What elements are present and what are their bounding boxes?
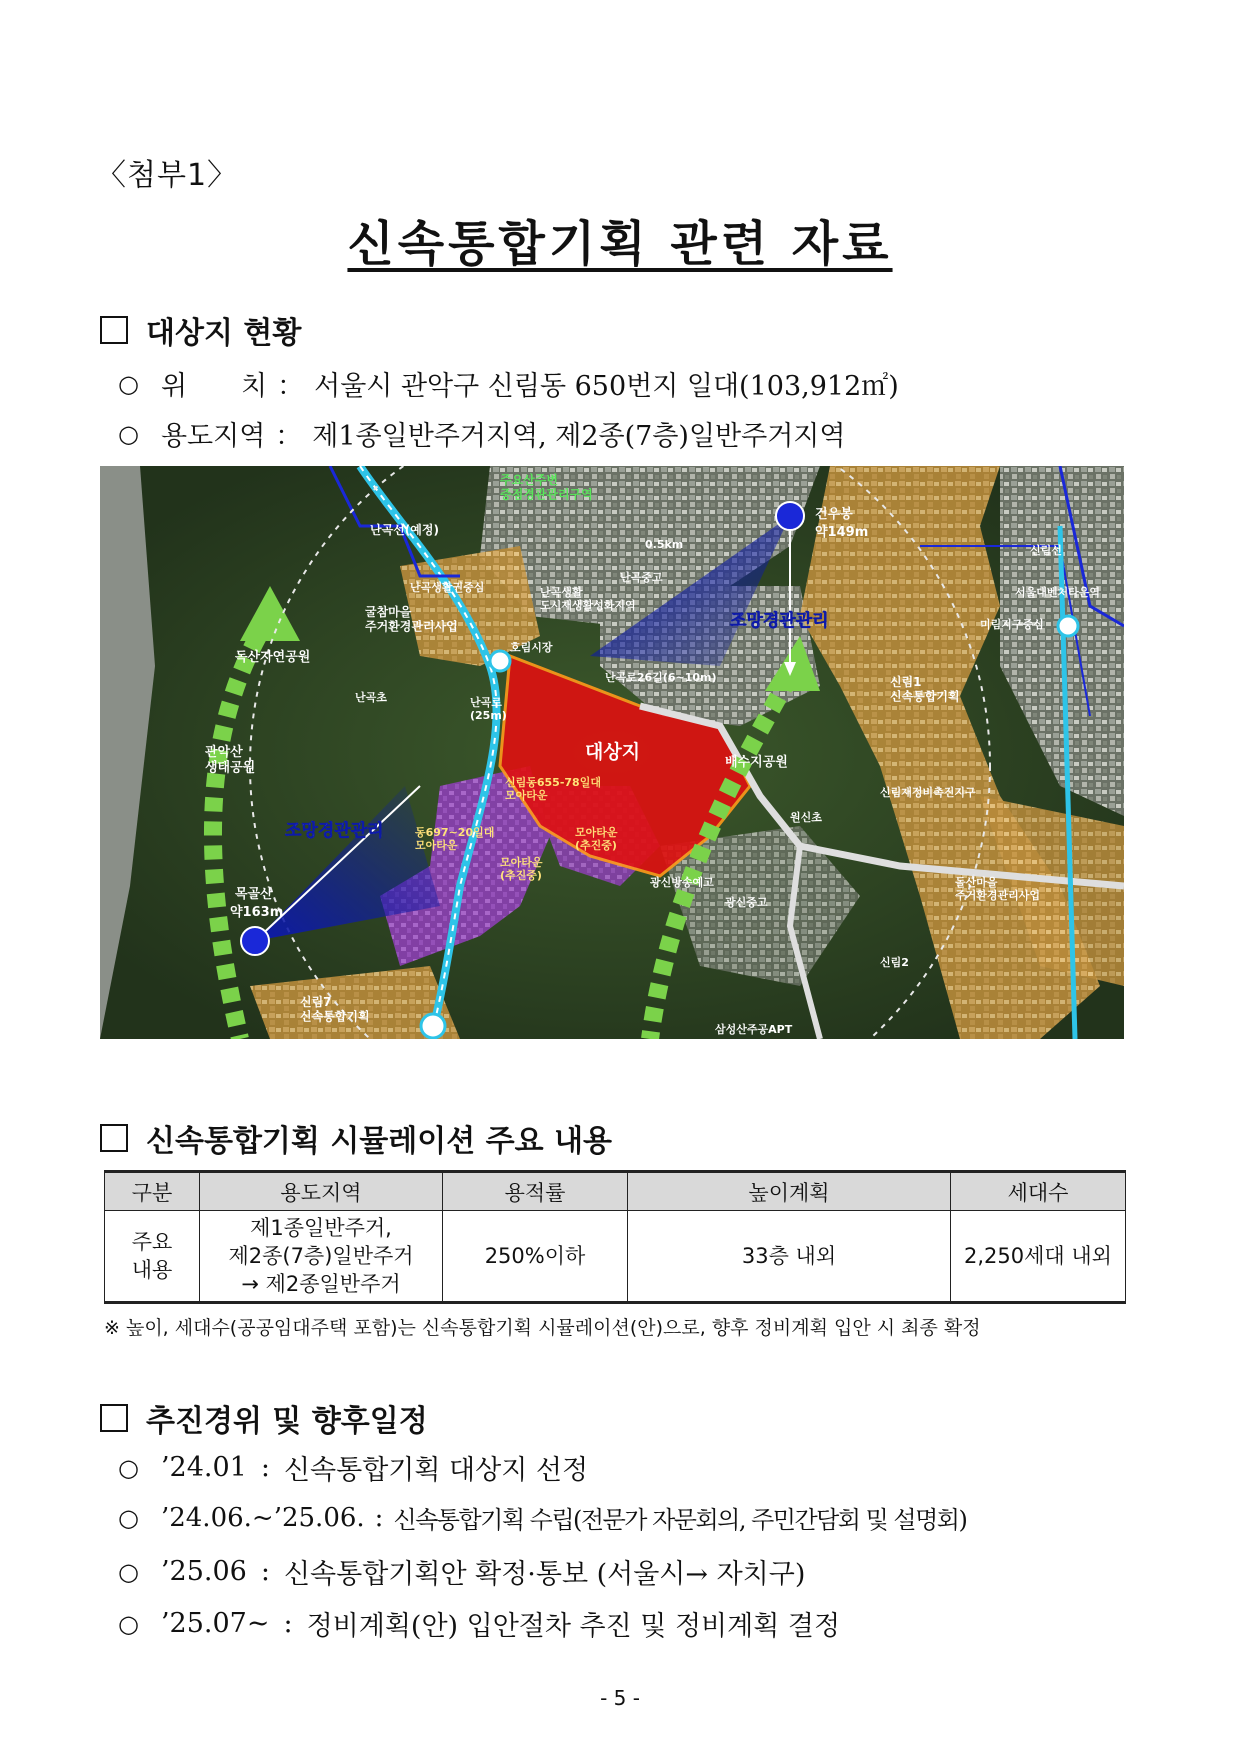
map-label-doksan: 독산자연공원 (235, 650, 311, 665)
site-map (100, 466, 1124, 1039)
page-title (0, 205, 1240, 274)
schedule-date: ’25.07~ (160, 1608, 270, 1639)
table-header-cell: 용도지역 (200, 1172, 443, 1211)
map-label-gwanaksan: 관악산 생태공원 (205, 745, 256, 776)
table-cell-zone: 제1종일반주거, 제2종(7층)일반주거 → 제2종일반주거 (200, 1211, 443, 1303)
map-label-nangok-center: 난곡생활권중심 (410, 581, 485, 594)
map-label-target: 대상지 (585, 741, 641, 763)
map-label-nangok-road: 난곡로26길(6~10m) (605, 671, 717, 684)
section-heading-text: 추진경위 및 향후일정 (146, 1404, 428, 1439)
map-label-moa1: 신림동655-78일대 모아타운 (505, 776, 601, 803)
bullet-circle-icon: ○ (118, 419, 139, 448)
checkbox-square-icon (100, 316, 128, 344)
map-label-mokgol: 목골산 (235, 887, 273, 902)
map-label-nangokro: 난곡로 (25m) (470, 696, 507, 723)
section-heading-text: 대상지 현황 (146, 316, 302, 351)
map-label-sillim2: 신림2 (880, 956, 909, 969)
schedule-sep: : (374, 1502, 384, 1533)
map-label-nangok-place: 난곡생활 도시재생활성화지역 (540, 586, 636, 613)
schedule-date: ’24.01 (160, 1452, 247, 1483)
bullet-circle-icon: ○ (118, 369, 139, 398)
attachment-label: 〈첨부1〉 (96, 158, 239, 193)
map-label-moa2: 모아타운 (추진중) (575, 826, 618, 853)
bullet-label: 위 치 (160, 371, 268, 402)
bullet-zoning (118, 414, 845, 453)
map-label-moa4: 동697~20일대 모아타운 (415, 826, 495, 853)
map-label-peak1: 건우봉 (815, 507, 853, 522)
table-row (105, 1211, 1126, 1303)
simulation-table (104, 1170, 1126, 1304)
map-label-wonsin: 원신초 (790, 811, 822, 824)
bullet-circle-icon: ○ (118, 1557, 139, 1586)
section-heading-simulation (100, 1116, 612, 1160)
checkbox-square-icon (100, 1124, 128, 1152)
schedule-text: 신속통합기획 수립(전문가 자문회의, 주민간담회 및 설명회) (393, 1506, 967, 1534)
schedule-item (118, 1552, 805, 1591)
table-note: ※ 높이, 세대수(공공임대주택 포함)는 신속통합기획 시뮬레이션(안)으로, 향후 정비계획 입안 시 최종 확정 (104, 1317, 981, 1339)
map-label-baesuji: 배수지공원 (725, 755, 788, 770)
section-heading-site (100, 308, 301, 352)
table-cell-units: 2,250세대 내외 (951, 1211, 1126, 1303)
section-heading-text: 신속통합기획 시뮬레이션 주요 내용 (146, 1124, 613, 1159)
schedule-sep: : (260, 1556, 270, 1587)
map-label-mirim: 미림지구중심 (980, 618, 1044, 631)
schedule-item (118, 1604, 840, 1643)
bullet-location (118, 364, 899, 403)
bullet-circle-icon: ○ (118, 1453, 139, 1482)
map-label-hwarim: 호림시장 (510, 641, 553, 654)
table-header-cell: 세대수 (951, 1172, 1126, 1211)
schedule-date: ’24.06.~’25.06. (160, 1502, 365, 1533)
section-heading-schedule (100, 1396, 428, 1440)
table-cell-far: 250%이하 (443, 1211, 628, 1303)
bullet-text: 서울시 관악구 신림동 650번지 일대(103,912㎡) (314, 371, 899, 402)
map-label-dolsan: 돌산마을 주거환경관리사업 (955, 876, 1041, 903)
checkbox-square-icon (100, 1404, 128, 1432)
station-icon (421, 1014, 445, 1038)
bullet-text: 제1종일반주거지역, 제2종(7층)일반주거지역 (312, 421, 846, 452)
map-label-sillim-line: 신림선 (1030, 544, 1062, 557)
bullet-circle-icon: ○ (118, 1503, 139, 1532)
map-label-gwangshin-mid: 광신중고 (725, 896, 768, 909)
map-label-gulcham: 굴참마을 주거환경관리사업 (365, 605, 458, 634)
station-icon (1058, 616, 1078, 636)
table-header-row (105, 1172, 1126, 1211)
map-label-peak1-height: 약149m (815, 525, 869, 540)
site-map-svg (100, 466, 1124, 1039)
bullet-sep: ： (275, 421, 303, 452)
peak-gunubong-icon (776, 502, 804, 530)
map-label-nangok-sm: 난곡초 (355, 691, 387, 704)
schedule-text: 신속통합기획안 확정·통보 (서울시→ 자치구) (283, 1559, 806, 1590)
page-number: - 5 - (600, 1686, 640, 1710)
bullet-circle-icon: ○ (118, 1609, 139, 1638)
schedule-sep: : (283, 1608, 293, 1639)
table-cell-height: 33층 내외 (628, 1211, 951, 1303)
map-label-sillim-plan: 신림재정비촉진지구 (880, 786, 976, 799)
schedule-item (118, 1448, 588, 1487)
map-label-nangok-high: 난곡중고 (620, 571, 663, 584)
bullet-label: 용도지역 (160, 421, 266, 452)
map-label-view2: 조망경관관리 (285, 821, 384, 841)
map-label-line-nangok: 난곡선(예정) (370, 523, 439, 537)
table-header-cell: 용적률 (443, 1172, 628, 1211)
bullet-sep: ： (277, 371, 305, 402)
schedule-date: ’25.06 (160, 1556, 247, 1587)
map-label-sillim7: 신림7 신속통합기획 (300, 995, 370, 1024)
map-label-moa3: 모아타운 (추진중) (500, 856, 543, 883)
table-cell-label: 주요 내용 (105, 1211, 200, 1303)
schedule-item (118, 1500, 966, 1535)
map-label-view1: 조망경관관리 (730, 611, 829, 631)
map-label-mokgol-height: 약163m (230, 905, 284, 920)
table-header-cell: 구분 (105, 1172, 200, 1211)
table-header-cell: 높이계획 (628, 1172, 951, 1211)
map-label-gwangshin-high: 광신방송예고 (650, 876, 714, 889)
map-label-samsung: 삼성산주공APT (715, 1023, 793, 1036)
schedule-sep: : (260, 1452, 270, 1483)
page-title-text: 신속통합기획 관련 자료 (347, 216, 893, 272)
schedule-text: 정비계획(안) 입안절차 추진 및 정비계획 결정 (306, 1611, 841, 1642)
map-label-dist: 0.5km (645, 538, 684, 551)
map-label-district: 주요산주변 중점경관관리구역 (500, 473, 593, 502)
peak-mokgolsan-icon (241, 927, 269, 955)
station-icon (490, 651, 510, 671)
schedule-text: 신속통합기획 대상지 선정 (283, 1455, 589, 1486)
map-label-station: 서울대벤처타운역 (1015, 586, 1101, 599)
map-label-sillim1: 신림1 신속통합기획 (890, 675, 960, 704)
